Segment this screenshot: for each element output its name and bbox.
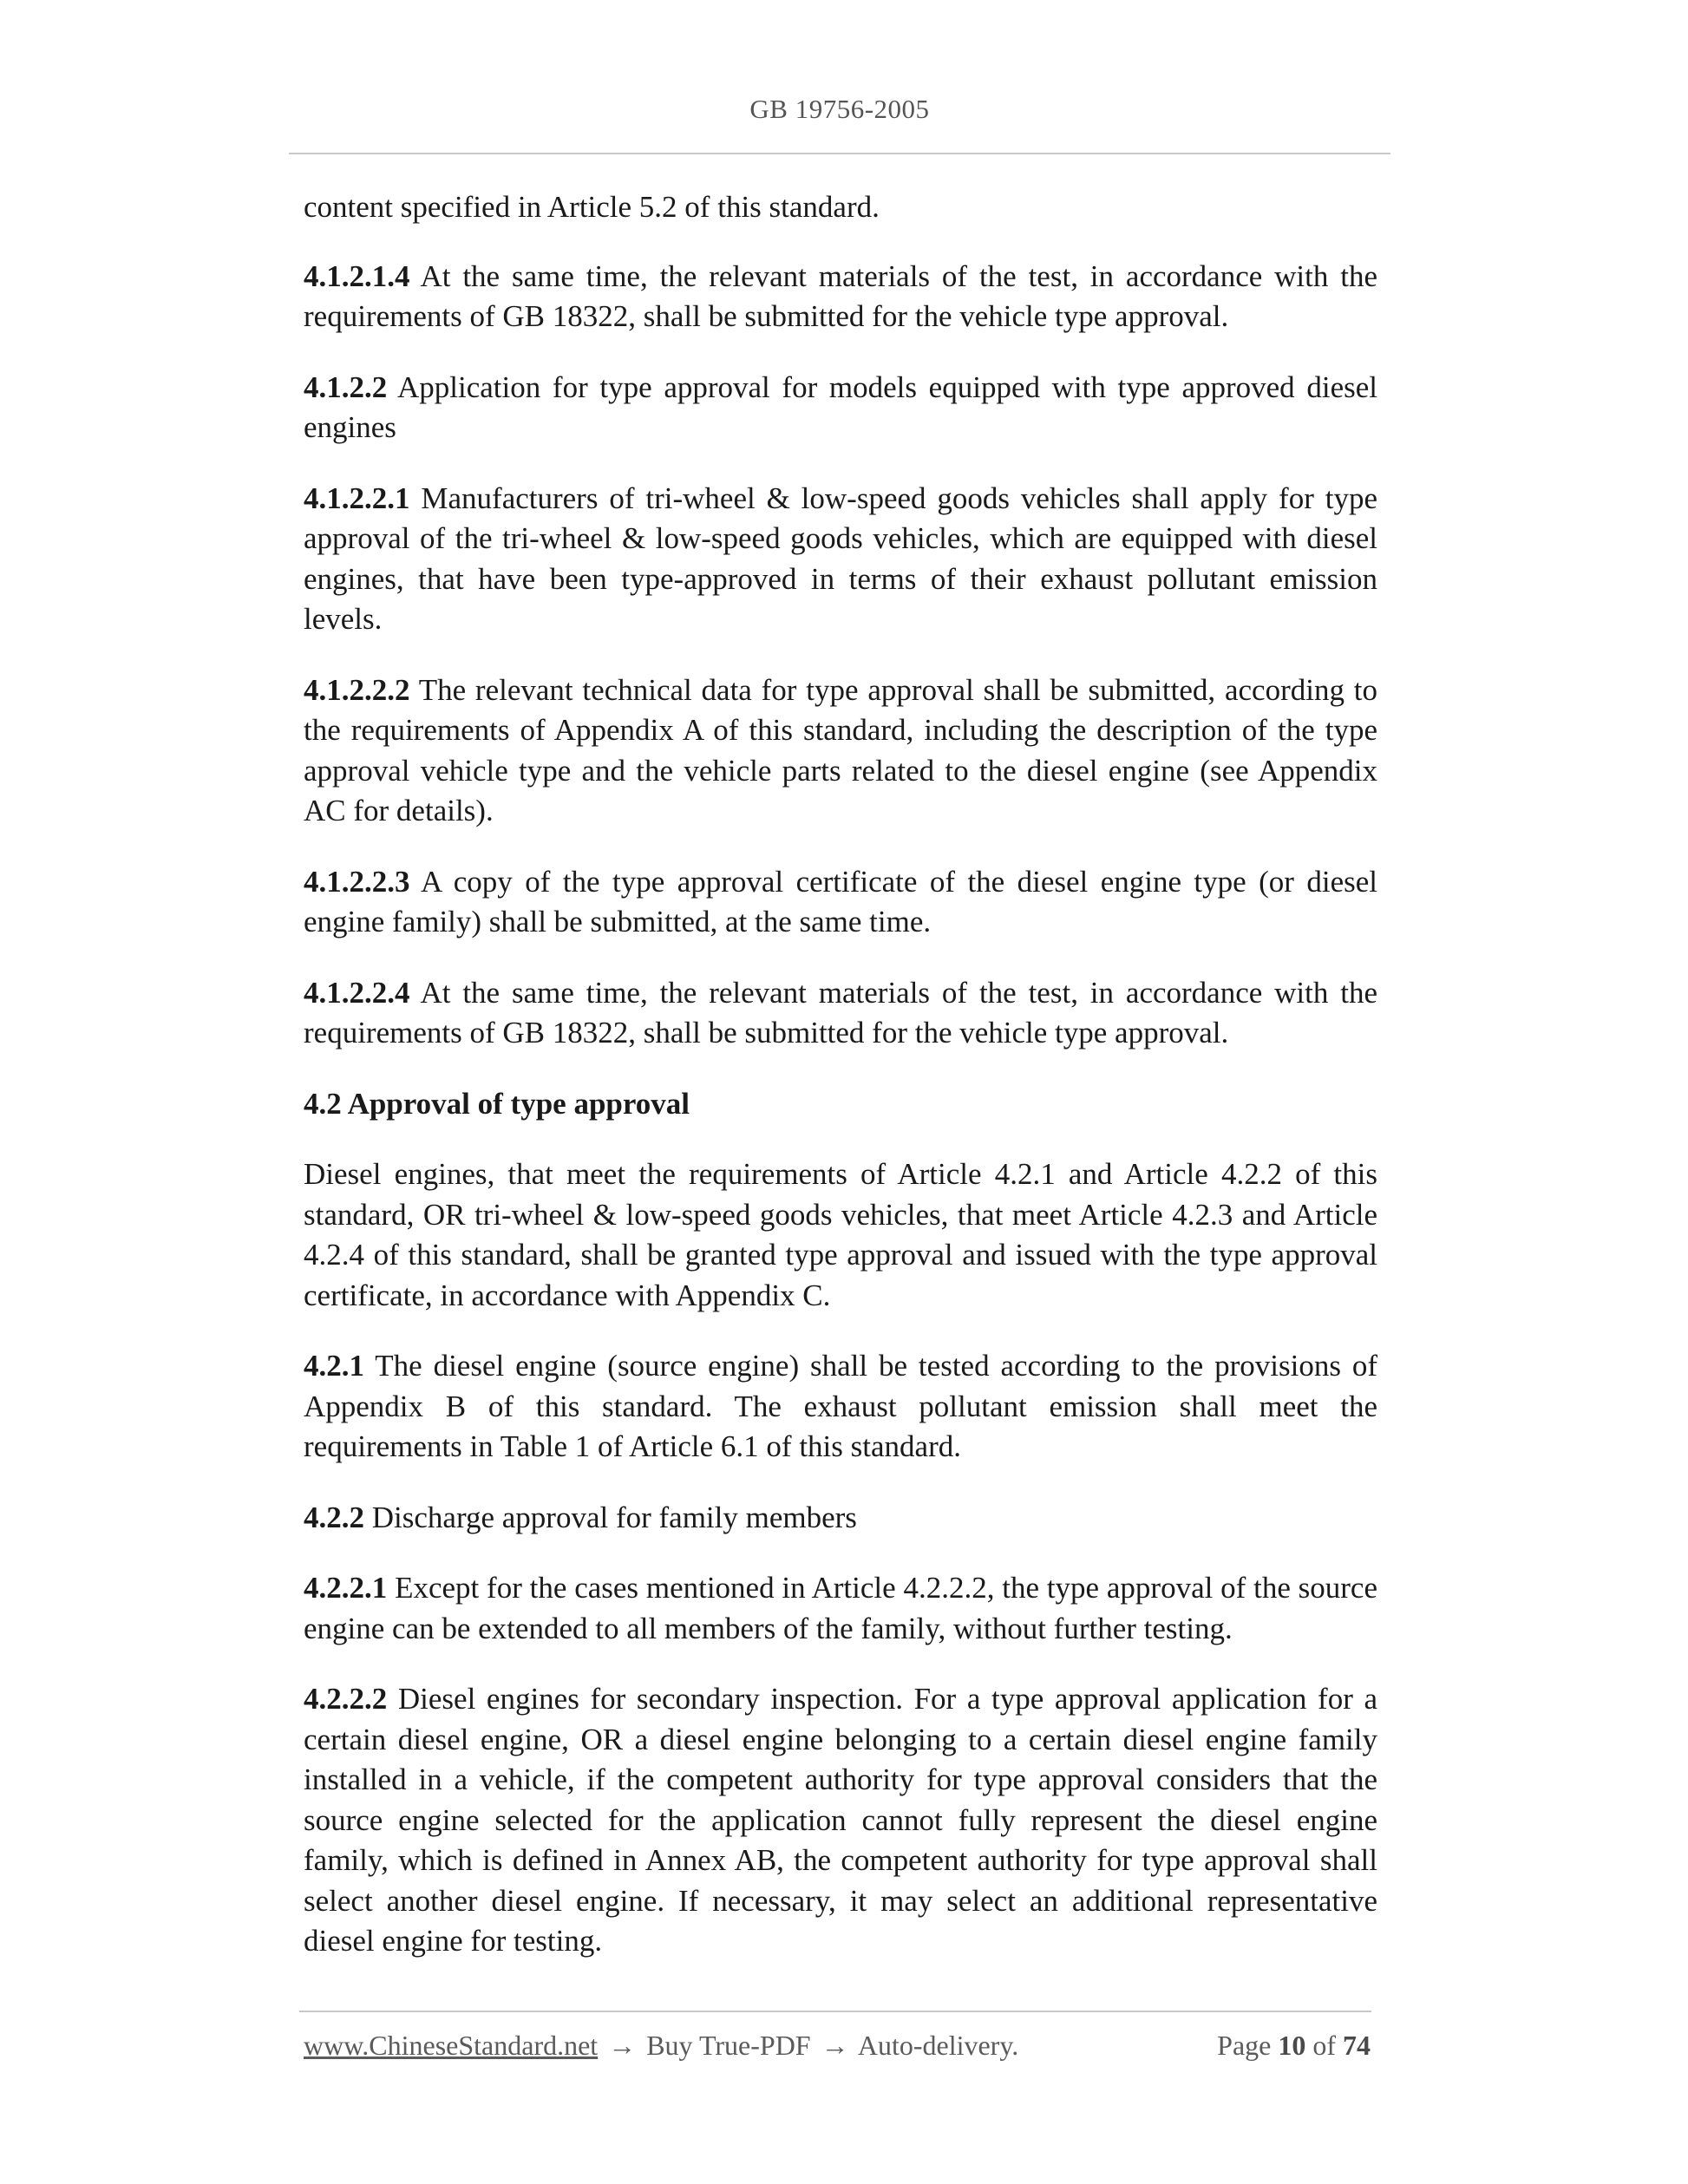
header-divider xyxy=(289,153,1390,154)
clause-number: 4.2.2 xyxy=(304,1500,364,1534)
clause-number: 4.1.2.2 xyxy=(304,369,388,404)
current-page: 10 xyxy=(1278,2030,1306,2061)
clause-text: Discharge approval for family members xyxy=(371,1500,857,1534)
clause-text: Except for the cases mentioned in Article 4.2.2.2, the type approval of the source engine can be extended to all members of the family, without further testing. xyxy=(304,1571,1378,1645)
clause-text: Application for type approval for models equipped with type approved diesel engines xyxy=(304,369,1377,444)
clause-4-1-2-1-4 xyxy=(304,257,1377,337)
footer-divider xyxy=(299,2011,1371,2012)
website-link[interactable]: www.ChineseStandard.net xyxy=(304,2030,599,2061)
document-body xyxy=(304,187,1377,1992)
of-label: of xyxy=(1312,2030,1336,2061)
paragraph-continuation xyxy=(304,187,1377,228)
clause-4-2-1 xyxy=(304,1346,1377,1468)
clause-text: The relevant technical data for type approval shall be submitted, according to the requirements of Appendix A of this standard, including the description of the type approval vehicle type and the vehicle parts related to the diesel engine (see Appendix AC for details). xyxy=(304,672,1377,827)
clause-text: The diesel engine (source engine) shall be tested according to the provisions of Appendix B of this standard. The exhaust pollutant emission shall meet the requirements in Table 1 of Article 6.1 of this standard. xyxy=(304,1349,1377,1463)
clause-4-2-2-1 xyxy=(304,1568,1377,1649)
clause-number: 4.1.2.2.1 xyxy=(304,481,410,515)
clause-4-1-2-2 xyxy=(304,368,1377,448)
clause-4-1-2-2-3 xyxy=(304,862,1377,943)
clause-text: Diesel engines for secondary inspection. For a type approval application for a certain diesel engine, OR a diesel engine belonging to a certain diesel engine family installed in a vehicle, if the competent authority for type approval considers that the source engine selected for the application cannot fully represent the diesel engine family, which is defined in Annex AB, the competent authority for type approval shall select another diesel engine. If necessary, it may select an additional representative diesel engine for testing. xyxy=(304,1682,1378,1958)
auto-delivery-text: Auto-delivery. xyxy=(857,2030,1019,2061)
clause-number: 4.2.2.1 xyxy=(304,1571,388,1605)
clause-4-1-2-2-1 xyxy=(304,479,1377,640)
clause-number: 4.2.2.2 xyxy=(304,1682,388,1716)
clause-number: 4.1.2.2.3 xyxy=(304,864,410,899)
clause-4-1-2-2-4 xyxy=(304,973,1377,1054)
page-label: Page xyxy=(1217,2030,1272,2061)
clause-text: At the same time, the relevant materials of the test, in accordance with the requirements of GB 18322, shall be submitted for the vehicle type approval. xyxy=(304,258,1377,333)
page-header-title: GB 19756-2005 xyxy=(749,94,930,124)
paragraph-text: Diesel engines, that meet the requirements of Article 4.2.1 and Article 4.2.2 of this standard, OR tri-wheel & low-speed goods vehicles, that meet Article 4.2.3 and Article 4.2.4 of this standard, shall be granted type approval and issued with the type approval certificate, in accordance with Appendix C. xyxy=(304,1157,1377,1312)
total-pages: 74 xyxy=(1343,2030,1371,2061)
clause-text: At the same time, the relevant materials of the test, in accordance with the requirements of GB 18322, shall be submitted for the vehicle type approval. xyxy=(304,975,1377,1049)
section-4-2-intro xyxy=(304,1154,1377,1316)
paragraph-text: content specified in Article 5.2 of this standard. xyxy=(304,190,880,224)
clause-number: 4.1.2.1.4 xyxy=(304,258,410,293)
clause-text: Manufacturers of tri-wheel & low-speed goods vehicles shall apply for type approval of the tri-wheel & low-speed goods vehicles, which are equipped with diesel engines, that have been type-approved in terms of their exhaust pollutant emission levels. xyxy=(304,481,1378,636)
arrow-right-icon: → xyxy=(821,2030,849,2061)
page-footer xyxy=(304,2030,1371,2062)
clause-number: 4.2.1 xyxy=(304,1349,364,1383)
clause-text: A copy of the type approval certificate of the diesel engine type (or diesel engine family) shall be submitted, at the same time. xyxy=(304,864,1377,938)
section-heading-4-2: 4.2 Approval of type approval xyxy=(304,1086,690,1121)
clause-4-2-2-2 xyxy=(304,1679,1377,1962)
clause-4-1-2-2-2 xyxy=(304,670,1377,832)
buy-true-pdf-text: Buy True-PDF xyxy=(646,2030,811,2061)
page-number-indicator xyxy=(1217,2030,1371,2062)
arrow-right-icon: → xyxy=(608,2030,637,2061)
clause-number: 4.1.2.2.4 xyxy=(304,975,410,1010)
clause-number: 4.1.2.2.2 xyxy=(304,672,410,707)
clause-4-2-2 xyxy=(304,1498,1377,1539)
